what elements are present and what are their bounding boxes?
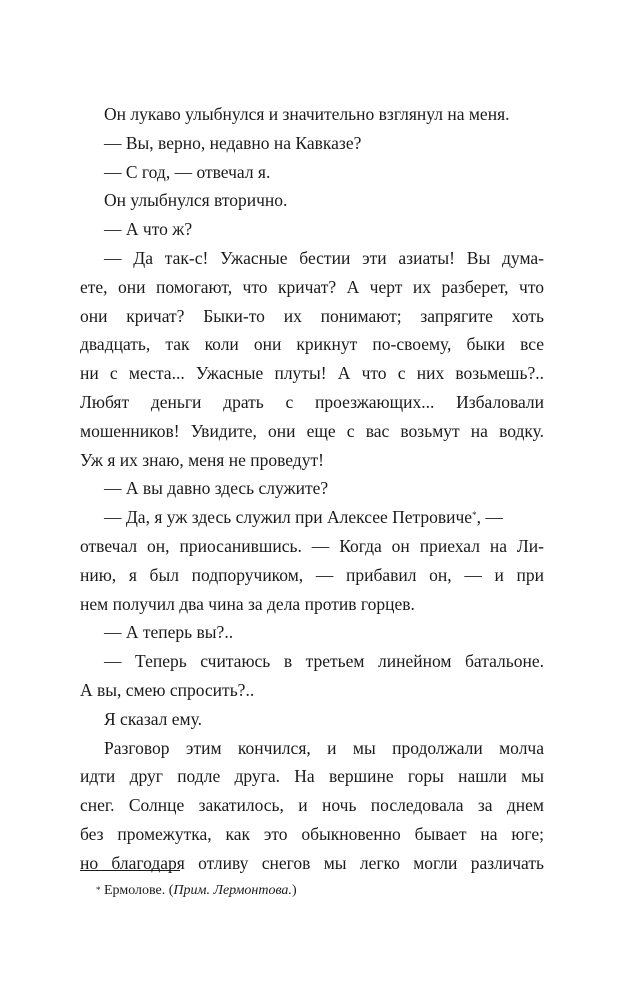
paragraph	[80, 503, 544, 618]
paragraph	[80, 100, 544, 129]
text-line: — А вы давно здесь служите?	[104, 478, 329, 499]
text-line-tail: , —	[476, 507, 503, 528]
paragraph	[80, 244, 544, 474]
text-line: двадцать, так коли они крикнут по-своему, быки все	[80, 334, 544, 355]
text-line: но благодаря отливу снегов мы легко могли различать	[80, 852, 544, 873]
paragraph	[80, 215, 544, 244]
text-line: без промежутка, как это обыкновенно бывает на юге;	[80, 823, 544, 844]
paragraph	[80, 618, 544, 647]
text-line: Разговор этим кончился, и мы продолжали молча	[104, 737, 544, 758]
text-line: отвечал он, приосанившись. — Когда он приехал на Ли-	[80, 535, 544, 556]
footnote	[96, 882, 297, 900]
text-line: — Теперь считаюсь в третьем линейном батальоне.	[104, 651, 544, 672]
body-text	[80, 100, 544, 878]
text-line: ете, они помогают, что кричат? А черт их разберет, что	[80, 276, 544, 297]
text-line: Он лукаво улыбнулся и значительно взглянул на меня.	[104, 104, 510, 124]
paragraph	[80, 734, 544, 878]
text-line: — С год, — отвечал я.	[104, 161, 271, 182]
text-line-content: — Да, я уж здесь служил при Алексее Петровиче	[104, 507, 473, 528]
paragraph	[80, 705, 544, 734]
text-line: — Вы, верно, недавно на Кавказе?	[104, 132, 362, 153]
text-line: Любят деньги драть с проезжающих... Избаловали	[80, 391, 544, 412]
text-line: — Да так-с! Ужасные бестии эти азиаты! Вы дума-	[104, 247, 544, 268]
text-line: снег. Солнце закатилось, и ночь последовала за днем	[80, 795, 544, 816]
footnote-note: Прим. Лермонтова.	[173, 883, 292, 898]
text-line: Он улыбнулся вторично.	[104, 190, 288, 211]
text-line: нем получил два чина за дела против горцев.	[80, 593, 415, 614]
text-line: ни с места... Ужасные плуты! А что с них возьмешь?..	[80, 363, 544, 384]
text-line: они кричат? Быки-то их понимают; запрягите хоть	[80, 305, 544, 326]
paragraph	[80, 186, 544, 215]
paragraph	[80, 129, 544, 158]
footnote-name: Ермолове.	[104, 883, 166, 898]
footnote-marker: *	[472, 510, 477, 521]
footnote-divider	[80, 870, 180, 871]
footnote-marker: *	[96, 885, 101, 895]
text-line	[80, 503, 544, 532]
paragraph	[80, 474, 544, 503]
text-line: — А что ж?	[104, 219, 193, 240]
text-line: А вы, смею спросить?..	[80, 679, 255, 700]
paragraph	[80, 647, 544, 705]
text-line: идти друг подле друга. На вершине горы нашли мы	[80, 766, 544, 787]
text-line: мошенников! Увидите, они еще с вас возьмут на водку.	[80, 420, 544, 441]
text-line: — А теперь вы?..	[104, 622, 234, 643]
footnote-close-paren: )	[291, 883, 297, 898]
text-line: нию, я был подпоручиком, — прибавил он, — и при	[80, 564, 544, 585]
text-line: Я сказал ему.	[104, 708, 202, 729]
text-line: Уж я их знаю, меня не проведут!	[80, 449, 324, 470]
paragraph	[80, 158, 544, 187]
footnote-open-paren: (	[168, 883, 174, 898]
